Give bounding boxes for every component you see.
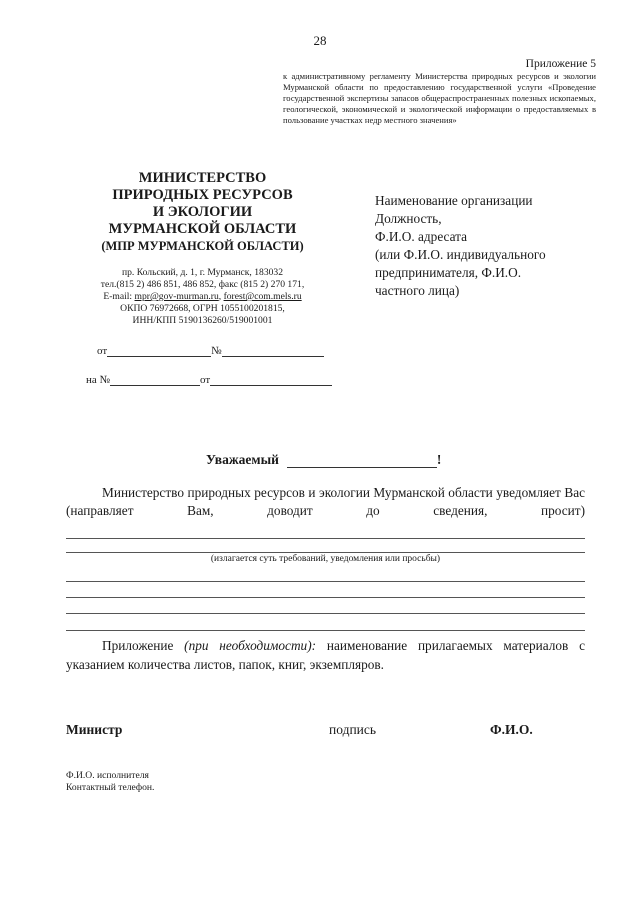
ministry-contacts xyxy=(70,267,335,327)
ministry-phones: тел.(815 2) 486 851, 486 852, факс (815 2) 270 171, xyxy=(100,279,305,290)
appendix-title: Приложение 5 xyxy=(525,58,596,70)
addressee-line: Наименование организации xyxy=(375,193,533,208)
ministry-inn-kpp: ИНН/КПП 5190136260/519001001 xyxy=(132,315,273,326)
executor-phone: Контактный телефон. xyxy=(66,782,155,793)
page-number: 28 xyxy=(313,33,327,48)
appendix-description: к административному регламенту Министерства природных ресурсов и экологии Мурманской области по предоставлению государственной услуги «Проведение государственной экспертизы запасов общераспространенных полезных ископаемых, геологической, экономической и экологической информации о предоставляемых в пользование участках недр местного значения» xyxy=(283,71,596,125)
greeting-name-blank[interactable] xyxy=(287,453,437,468)
ministry-emails: E-mail: mpr@gov-murman.ru, forest@com.mels.ru xyxy=(103,291,302,302)
fill-line[interactable] xyxy=(66,630,585,631)
fill-line[interactable] xyxy=(66,538,585,539)
ministry-name-line: МУРМАНСКОЙ ОБЛАСТИ xyxy=(108,221,297,237)
from-label: от xyxy=(200,374,211,386)
greeting-exclamation: ! xyxy=(436,452,442,467)
ministry-name-line: И ЭКОЛОГИИ xyxy=(152,204,253,220)
addressee-line: Ф.И.О. адресата xyxy=(375,229,468,244)
signature-placeholder: подпись xyxy=(329,722,377,737)
outgoing-ref-row xyxy=(97,344,324,357)
number-label: № xyxy=(211,345,222,357)
attachment-note: (при необходимости): xyxy=(184,638,317,653)
email-link[interactable]: mpr@gov-murman.ru xyxy=(134,291,219,302)
addressee-line: Должность, xyxy=(375,211,442,226)
ministry-short-name: (МПР МУРМАНСКОЙ ОБЛАСТИ) xyxy=(101,239,304,253)
executor-info xyxy=(66,770,154,794)
greeting xyxy=(206,452,441,468)
addressee-line: (или Ф.И.О. индивидуального xyxy=(375,247,546,262)
signer-name: Ф.И.О. xyxy=(490,722,533,737)
email-label: E-mail: xyxy=(103,291,133,302)
on-number-label: на № xyxy=(86,374,111,386)
addressee-line: предпринимателя, Ф.И.О. xyxy=(375,265,522,280)
letter-body: Министерство природных ресурсов и экологии Мурманской области уведомляет Вас (направляет Вам, доводит до сведения, просит) xyxy=(66,485,585,518)
attachment-label: Приложение xyxy=(102,638,174,653)
fill-line[interactable] xyxy=(66,581,585,582)
ministry-header xyxy=(70,170,335,255)
date-blank[interactable] xyxy=(107,344,211,357)
date-blank[interactable] xyxy=(210,373,332,386)
incoming-ref-row xyxy=(86,373,332,386)
attachment-paragraph xyxy=(66,636,585,674)
ministry-name-line: МИНИСТЕРСТВО xyxy=(138,170,267,186)
ministry-address: пр. Кольский, д. 1, г. Мурманск, 183032 xyxy=(121,267,284,278)
executor-name: Ф.И.О. исполнителя xyxy=(66,770,149,781)
body-hint: (излагается суть требований, уведомления или просьбы) xyxy=(210,554,441,564)
number-blank[interactable] xyxy=(222,344,324,357)
fill-line[interactable] xyxy=(66,552,585,553)
fill-line[interactable] xyxy=(66,613,585,614)
from-label: от xyxy=(97,345,108,357)
addressee-block xyxy=(375,192,610,300)
email-link[interactable]: forest@com.mels.ru xyxy=(223,291,302,302)
attachment-text: наименование прилагаемых материалов с указанием количества листов, папок, книг, экземпляров. xyxy=(66,638,585,672)
greeting-text: Уважаемый xyxy=(206,452,279,467)
ministry-name-line: ПРИРОДНЫХ РЕСУРСОВ xyxy=(112,187,293,203)
ministry-okpo-ogrn: ОКПО 76972668, ОГРН 1055100201815, xyxy=(120,303,285,314)
addressee-line: частного лица) xyxy=(375,283,460,298)
signer-position: Министр xyxy=(66,722,123,737)
fill-line[interactable] xyxy=(66,597,585,598)
number-blank[interactable] xyxy=(110,373,200,386)
